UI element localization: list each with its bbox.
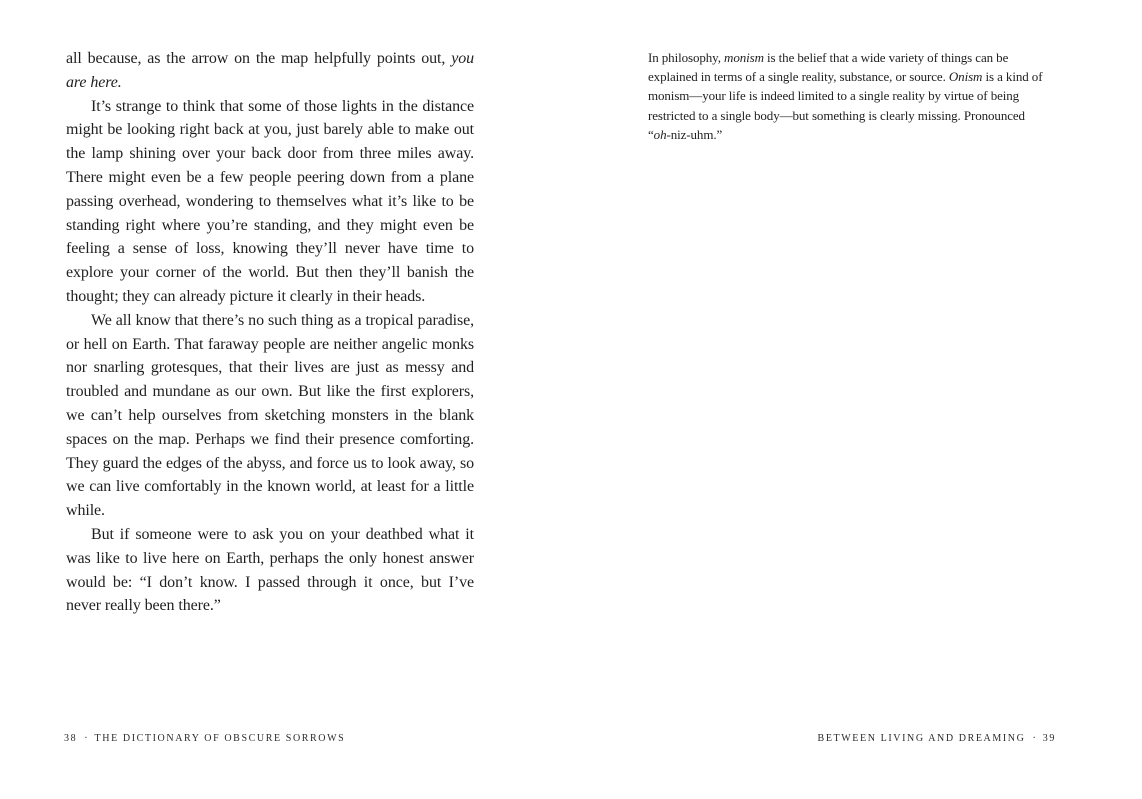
italic-term-monism: monism [724, 50, 764, 65]
note-text: -niz-uhm.” [666, 126, 723, 142]
book-title: THE DICTIONARY OF OBSCURE SORROWS [94, 733, 346, 744]
note-text: In philosophy, [648, 50, 725, 65]
left-running-footer [64, 732, 345, 745]
note-text: is a kind of monism—your life is indeed limited to a single reality by virtue of being restricted to a single body—but something is clearly missing. Pronounced “ [648, 69, 1043, 142]
right-page-number: 39 [1042, 733, 1056, 744]
right-running-footer [818, 732, 1056, 745]
paragraph-continuation [66, 47, 474, 95]
paragraph-text: all because, as the arrow on the map helpfully points out, [66, 50, 452, 67]
paragraph: It’s strange to think that some of those lights in the distance might be looking right back at you, just barely able to make out the lamp shining over your back door from three miles away. There might even be a few people peering down from a plane passing overhead, wondering to themselves what it’s like to be standing right where you’re standing, and they might even be feeling a sense of loss, knowing they’ll never have time to explore your corner of the world. But then they’ll banish the thought; they can already picture it clearly in their heads. [66, 97, 474, 305]
definition-note [648, 48, 1048, 144]
paragraph: We all know that there’s no such thing as a tropical paradise, or hell on Earth. That faraway people are neither angelic monks nor snarling grotesques, that their lives are just as messy and troubled and mundane as our own. But like the first explorers, we can’t help ourselves from sketching monsters in the blank spaces on the map. Perhaps we find their presence comforting. They guard the edges of the abyss, and force us to look away, so we can live comfortably in the known world, at least for a little while. [66, 311, 474, 520]
italic-term-onism: Onism [948, 69, 983, 85]
note-text: is the belief that a wide variety of things can be explained in terms of a single reality, substance, or source. [648, 50, 1009, 85]
italic-pronunciation-oh: oh [653, 126, 667, 142]
left-page-number: 38 [64, 733, 78, 744]
paragraph: But if someone were to ask you on your deathbed what it was like to live here on Earth, perhaps the only honest answer would be: “I don’t know. I passed through it once, but I’ve never really been there.” [66, 525, 474, 615]
footer-separator-dot: · [1032, 733, 1036, 744]
italic-phrase-you-are-here: you are here. [66, 50, 474, 91]
footer-separator-dot: · [84, 733, 88, 744]
chapter-title: BETWEEN LIVING AND DREAMING [817, 733, 1026, 744]
left-page-body [66, 47, 474, 618]
